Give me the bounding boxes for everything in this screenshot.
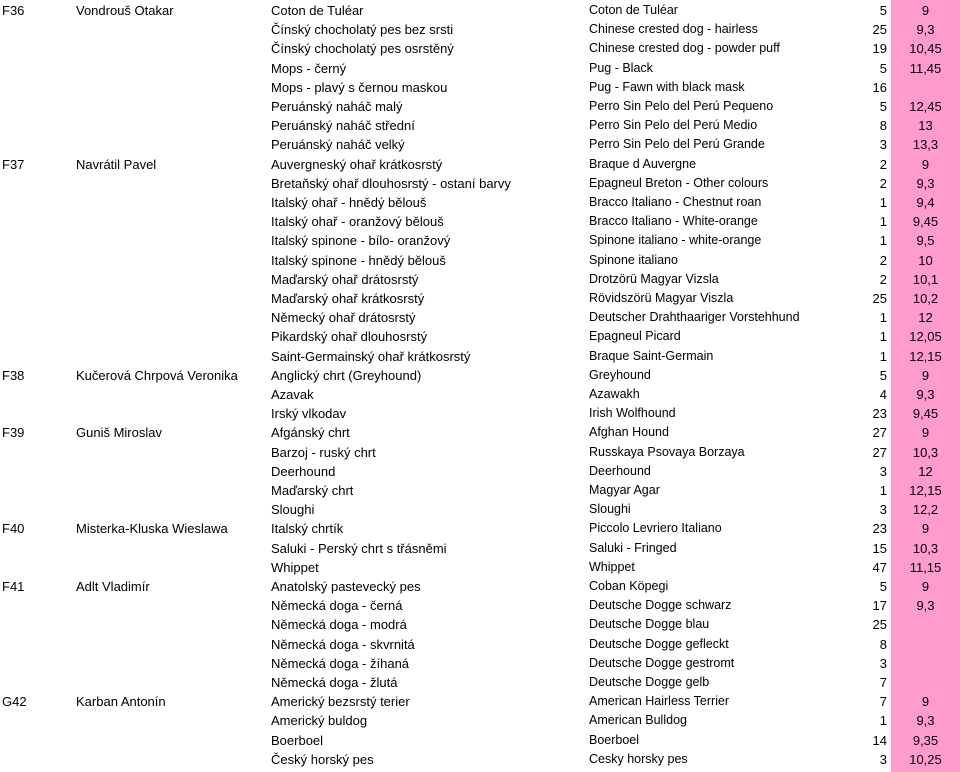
entry-count: 25 xyxy=(872,22,887,38)
entry-count: 3 xyxy=(879,137,887,153)
breed-name-english: American Hairless Terrier xyxy=(589,694,730,709)
table-row xyxy=(0,39,960,58)
breed-name-czech: Maďarský ohař drátosrstý xyxy=(271,271,419,287)
entry-count: 1 xyxy=(879,713,887,729)
breed-name-czech: Peruánský naháč malý xyxy=(271,99,403,114)
breed-name-czech: Německá doga - skvrnitá xyxy=(271,636,415,652)
judging-time: 9 xyxy=(921,367,930,383)
breed-name-czech: Anglický chrt (Greyhound) xyxy=(271,367,422,383)
breed-name-czech: Maďarský ohař krátkosrstý xyxy=(271,291,425,306)
breed-name-czech: Peruánský naháč velký xyxy=(271,137,405,153)
breed-name-czech: Německá doga - žíhaná xyxy=(271,655,410,671)
entry-count: 25 xyxy=(872,291,887,306)
judge-name: Adlt Vladimír xyxy=(76,579,150,594)
table-row xyxy=(0,78,960,97)
judging-time: 9,45 xyxy=(912,214,939,230)
breed-name-czech: Italský spinone - bílo- oranžový xyxy=(271,233,451,249)
breed-name-czech: Anatolský pastevecký pes xyxy=(271,579,421,594)
entry-count: 1 xyxy=(879,195,887,210)
breed-name-english: Epagneul Breton - Other colours xyxy=(589,175,769,190)
table-row xyxy=(0,59,960,78)
judging-time: 9 xyxy=(921,579,930,594)
judging-time: 11,45 xyxy=(909,60,942,76)
entry-count: 5 xyxy=(879,579,887,594)
judging-time: 10 xyxy=(918,252,933,268)
table-row xyxy=(0,423,960,442)
judge-name: Karban Antonín xyxy=(76,694,166,710)
entry-count: 1 xyxy=(879,329,887,345)
breed-name-english: Perro Sin Pelo del Perú Pequeno xyxy=(589,99,774,113)
table-row xyxy=(0,539,960,558)
table-row xyxy=(0,174,960,193)
ring-code: F41 xyxy=(2,579,25,594)
breed-name-czech: Peruánský naháč střední xyxy=(271,118,415,134)
ring-code: F39 xyxy=(2,425,25,441)
judging-time: 9,3 xyxy=(916,175,935,191)
table-row xyxy=(0,404,960,423)
table-row xyxy=(0,212,960,231)
breed-name-czech: Auvergneský ohař krátkosrstý xyxy=(271,156,443,172)
ring-code: F36 xyxy=(2,3,25,18)
entry-count: 23 xyxy=(872,406,887,422)
entry-count: 27 xyxy=(872,425,887,441)
breed-name-czech: Německá doga - modrá xyxy=(271,617,407,633)
judging-time: 12 xyxy=(918,310,933,326)
judge-name: Vondrouš Otakar xyxy=(76,3,174,18)
judging-time: 12 xyxy=(918,463,933,479)
entry-count: 7 xyxy=(879,694,887,710)
judging-time: 10,1 xyxy=(912,271,939,287)
entry-count: 7 xyxy=(879,675,887,690)
entry-count: 3 xyxy=(879,463,887,479)
entry-count: 2 xyxy=(879,156,887,172)
table-row xyxy=(0,193,960,212)
judging-time: 9 xyxy=(921,694,930,710)
judging-time: 9,3 xyxy=(916,387,935,402)
entry-count: 19 xyxy=(872,41,887,57)
breed-name-english: Deutscher Drahthaariger Vorstehhund xyxy=(589,310,800,325)
table-row xyxy=(0,519,960,538)
table-row xyxy=(0,481,960,500)
judging-time: 9 xyxy=(921,521,930,537)
table-row xyxy=(0,270,960,289)
breed-name-czech: Německá doga - černá xyxy=(271,598,403,614)
breed-name-czech: Azavak xyxy=(271,387,314,402)
breed-name-czech: Bretaňský ohař dlouhosrstý - ostaní barvy xyxy=(271,175,511,191)
breed-name-english: Russkaya Psovaya Borzaya xyxy=(589,444,745,459)
breed-name-czech: Saint-Germainský ohař krátkosrstý xyxy=(271,348,471,364)
entry-count: 2 xyxy=(879,252,887,268)
breed-name-english: Irish Wolfhound xyxy=(589,406,676,421)
judging-time: 10,2 xyxy=(912,291,939,306)
breed-name-english: American Bulldog xyxy=(589,713,687,728)
breed-name-english: Perro Sin Pelo del Perú Medio xyxy=(589,118,758,133)
judging-time: 9,3 xyxy=(916,22,935,38)
breed-name-english: Piccolo Levriero Italiano xyxy=(589,521,722,536)
breed-name-english: Sloughi xyxy=(589,502,631,517)
entry-count: 1 xyxy=(879,233,887,249)
breed-name-english: Boerboel xyxy=(589,732,640,747)
breed-name-czech: Saluki - Perský chrt s třásněmi xyxy=(271,540,447,556)
table-row xyxy=(0,308,960,327)
breed-name-czech: Sloughi xyxy=(271,502,315,518)
ring-code: G42 xyxy=(2,694,27,710)
breed-name-czech: Americký bezsrstý terier xyxy=(271,694,410,710)
entry-count: 8 xyxy=(879,636,887,652)
entry-count: 5 xyxy=(879,3,887,18)
judging-time: 9 xyxy=(921,425,930,441)
table-row xyxy=(0,654,960,673)
breed-name-english: Pug - Fawn with black mask xyxy=(589,79,745,94)
judge-name: Kučerová Chrpová Veronika xyxy=(76,367,238,383)
judging-time: 12,15 xyxy=(909,483,942,498)
table-row xyxy=(0,750,960,769)
table-row xyxy=(0,558,960,577)
ring-code: F40 xyxy=(2,521,25,537)
breed-name-english: Deutsche Dogge gelb xyxy=(589,675,710,689)
table-row xyxy=(0,20,960,39)
breed-name-czech: Boerboel xyxy=(271,732,324,748)
breed-name-czech: Coton de Tuléar xyxy=(271,3,364,18)
breed-name-czech: Italský ohař - oranžový bělouš xyxy=(271,214,444,230)
entry-count: 3 xyxy=(879,655,887,671)
table-row xyxy=(0,327,960,346)
table-row xyxy=(0,347,960,366)
breed-name-english: Deutsche Dogge gefleckt xyxy=(589,636,729,651)
breed-name-english: Coton de Tuléar xyxy=(589,3,678,17)
entry-count: 15 xyxy=(872,540,887,556)
breed-name-english: Epagneul Picard xyxy=(589,329,681,344)
entry-count: 47 xyxy=(872,559,887,575)
table-row xyxy=(0,731,960,750)
breed-name-english: Perro Sin Pelo del Perú Grande xyxy=(589,137,765,152)
table-row xyxy=(0,251,960,270)
breed-name-english: Cesky horsky pes xyxy=(589,751,688,766)
judging-time: 9 xyxy=(921,3,930,18)
table-row xyxy=(0,1,960,20)
breed-name-czech: Whippet xyxy=(271,559,319,575)
entry-count: 16 xyxy=(872,79,887,95)
entry-count: 8 xyxy=(879,118,887,134)
judge-name: Guniš Miroslav xyxy=(76,425,162,441)
table-row xyxy=(0,635,960,654)
table-row xyxy=(0,577,960,596)
judging-time: 9,5 xyxy=(916,233,935,249)
breed-name-czech: Německá doga - žlutá xyxy=(271,675,398,690)
table-row xyxy=(0,692,960,711)
breed-name-english: Deutsche Dogge schwarz xyxy=(589,598,732,613)
breed-name-czech: Italský spinone - hnědý bělouš xyxy=(271,252,446,268)
judging-time: 10,45 xyxy=(909,41,942,57)
table-row xyxy=(0,443,960,462)
breed-name-czech: Maďarský chrt xyxy=(271,483,354,498)
breed-name-english: Spinone italiano xyxy=(589,252,678,267)
table-row xyxy=(0,462,960,481)
judging-time: 13,3 xyxy=(912,137,939,153)
table-row xyxy=(0,155,960,174)
table-row xyxy=(0,289,960,308)
judging-time: 12,15 xyxy=(909,348,942,364)
breed-name-english: Greyhound xyxy=(589,367,651,382)
entry-count: 5 xyxy=(879,99,887,114)
judging-time: 13 xyxy=(918,118,933,134)
judging-time: 10,3 xyxy=(912,444,939,460)
breed-name-czech: Pikardský ohař dlouhosrstý xyxy=(271,329,428,345)
table-row xyxy=(0,615,960,634)
table-row xyxy=(0,673,960,692)
breed-name-english: Saluki - Fringed xyxy=(589,540,677,555)
breed-name-czech: Mops - plavý s černou maskou xyxy=(271,79,448,95)
judge-name: Navrátil Pavel xyxy=(76,156,157,172)
breed-name-english: Azawakh xyxy=(589,387,640,401)
breed-name-english: Braque d Auvergne xyxy=(589,156,697,171)
entry-count: 5 xyxy=(879,367,887,383)
table-row xyxy=(0,711,960,730)
entry-count: 14 xyxy=(872,732,887,748)
entry-count: 1 xyxy=(879,214,887,230)
entry-count: 25 xyxy=(872,617,887,633)
breed-name-english: Rövidszörü Magyar Viszla xyxy=(589,291,734,305)
entry-count: 1 xyxy=(879,483,887,498)
judging-time: 12,45 xyxy=(909,99,942,114)
table-row xyxy=(0,116,960,135)
judging-time: 9 xyxy=(921,156,930,172)
entry-count: 5 xyxy=(879,60,887,76)
breed-name-english: Coban Köpegi xyxy=(589,579,669,593)
entry-count: 4 xyxy=(879,387,887,402)
judging-time: 10,3 xyxy=(912,540,939,556)
table-row xyxy=(0,366,960,385)
breed-name-english: Chinese crested dog - powder puff xyxy=(589,41,780,56)
table-row xyxy=(0,596,960,615)
ring-code: F38 xyxy=(2,367,25,383)
table-row xyxy=(0,97,960,116)
entry-count: 2 xyxy=(879,175,887,191)
breed-name-czech: Irský vlkodav xyxy=(271,406,347,422)
breed-name-english: Deutsche Dogge blau xyxy=(589,617,710,632)
breed-name-czech: Český horský pes xyxy=(271,751,374,767)
entry-count: 3 xyxy=(879,502,887,518)
breed-name-english: Bracco Italiano - Chestnut roan xyxy=(589,195,762,209)
breed-name-english: Chinese crested dog - hairless xyxy=(589,22,758,37)
breed-name-english: Spinone italiano - white-orange xyxy=(589,233,762,248)
table-row xyxy=(0,135,960,154)
entry-count: 23 xyxy=(872,521,887,537)
breed-name-english: Pug - Black xyxy=(589,60,653,75)
breed-name-czech: Čínský chocholatý pes osrstěný xyxy=(271,41,454,57)
judging-time: 12,2 xyxy=(912,502,939,518)
breed-name-english: Deerhound xyxy=(589,463,651,478)
breed-name-english: Drotzörü Magyar Vizsla xyxy=(589,271,719,286)
breed-name-english: Bracco Italiano - White-orange xyxy=(589,214,758,229)
entry-count: 27 xyxy=(872,444,887,460)
breed-name-czech: Čínský chocholatý pes bez srsti xyxy=(271,22,454,38)
breed-name-czech: Italský ohař - hnědý bělouš xyxy=(271,195,427,210)
judging-time: 9,35 xyxy=(912,732,939,748)
breed-name-english: Afghan Hound xyxy=(589,425,669,440)
entry-count: 3 xyxy=(879,751,887,767)
breed-name-english: Braque Saint-Germain xyxy=(589,348,714,363)
judging-time: 10,25 xyxy=(909,751,942,767)
ring-code: F37 xyxy=(2,156,25,172)
breed-name-czech: Barzoj - ruský chrt xyxy=(271,444,376,460)
breed-name-czech: Americký buldog xyxy=(271,713,368,729)
breed-name-english: Deutsche Dogge gestromt xyxy=(589,655,735,670)
entry-count: 1 xyxy=(879,348,887,364)
judging-time: 9,45 xyxy=(912,406,939,422)
entry-count: 1 xyxy=(879,310,887,326)
breed-name-czech: Německý ohař drátosrstý xyxy=(271,310,416,326)
breed-name-english: Whippet xyxy=(589,559,635,574)
breed-name-czech: Afgánský chrt xyxy=(271,425,350,441)
breed-name-english: Magyar Agar xyxy=(589,483,660,497)
judging-time: 11,15 xyxy=(909,559,942,575)
entry-count: 17 xyxy=(872,598,887,614)
judging-time: 9,3 xyxy=(916,598,935,614)
breed-name-czech: Italský chrtík xyxy=(271,521,344,537)
judging-time: 9,4 xyxy=(916,195,935,210)
table-row xyxy=(0,231,960,250)
judging-time: 12,05 xyxy=(909,329,942,345)
table-row xyxy=(0,385,960,404)
breed-name-czech: Deerhound xyxy=(271,463,336,479)
entry-count: 2 xyxy=(879,271,887,287)
table-row xyxy=(0,500,960,519)
breed-name-czech: Mops - černý xyxy=(271,60,347,76)
judge-name: Misterka-Kluska Wieslawa xyxy=(76,521,228,537)
judging-time: 9,3 xyxy=(916,713,935,729)
